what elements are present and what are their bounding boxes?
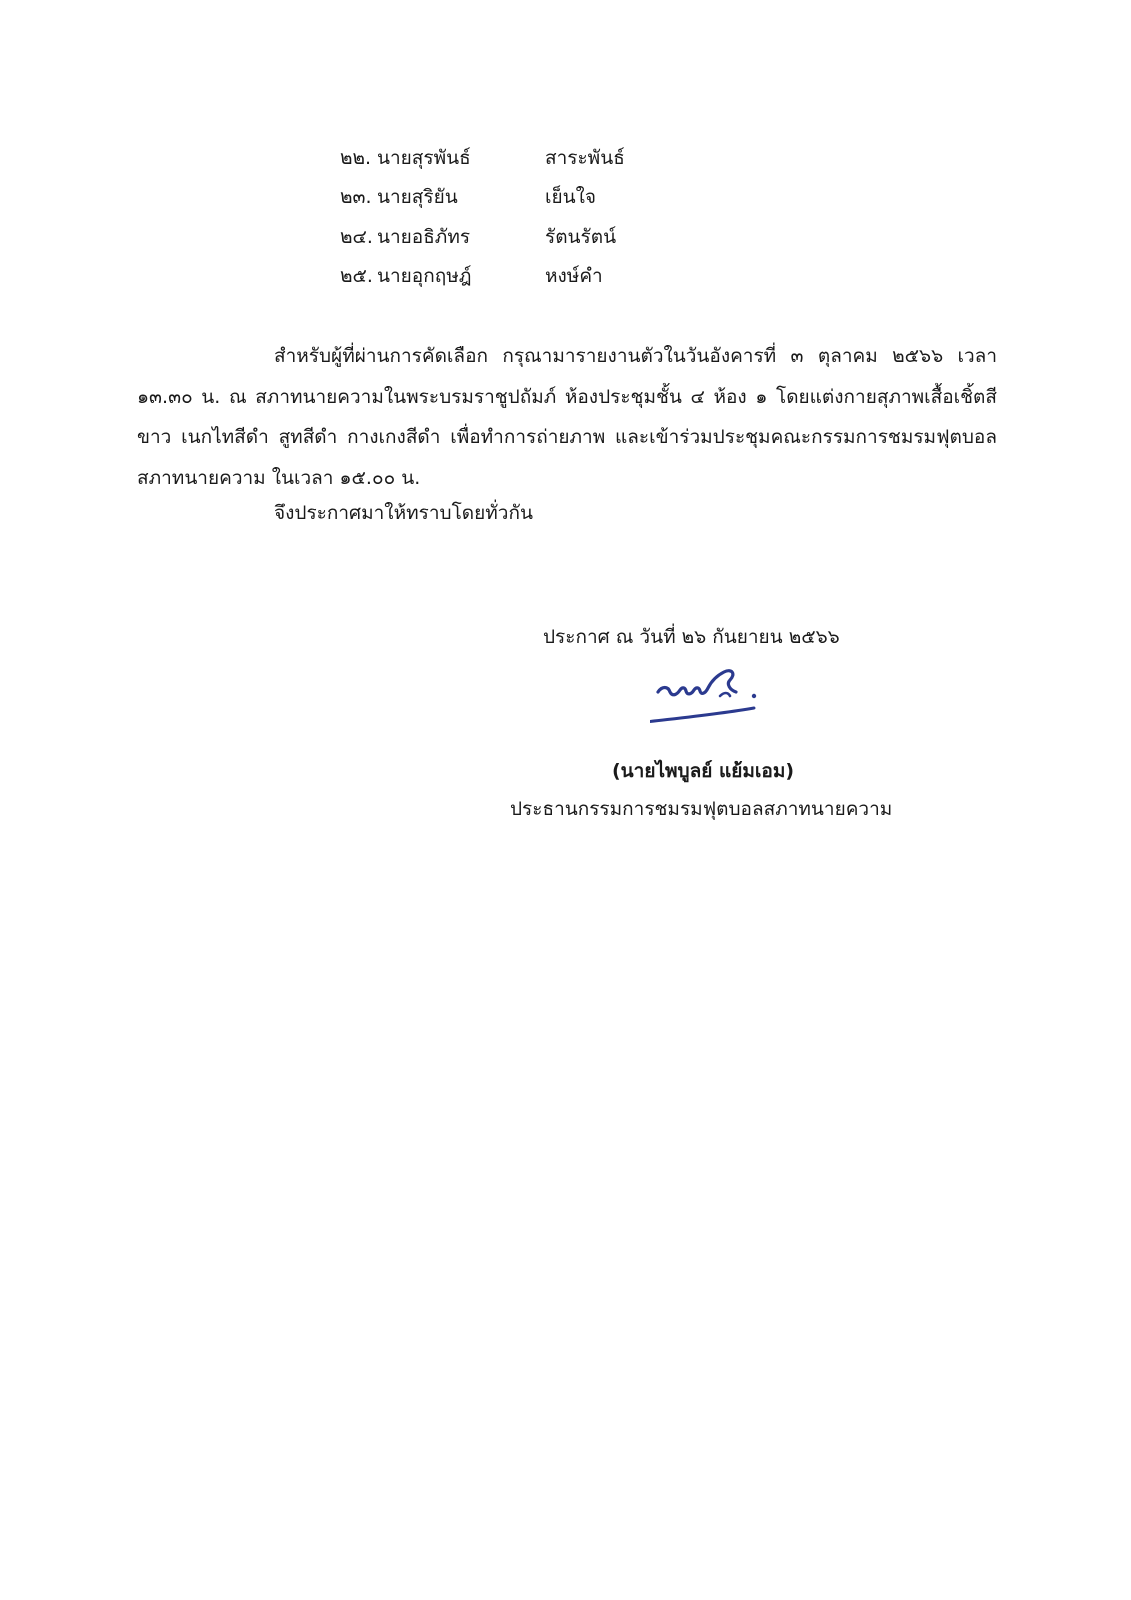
list-item-first-name: นายสุรพันธ์ [377, 146, 471, 169]
list-item [340, 217, 740, 257]
list-item [340, 138, 740, 178]
signer-name: (นายไพบูลย์ แย้มเอม) [612, 760, 795, 782]
list-item [340, 257, 740, 297]
instructions-text: สำหรับผู้ที่ผ่านการคัดเลือก กรุณามารายงานตัวในวันอังคารที่ ๓ ตุลาคม ๒๕๖๖ เวลา ๑๓.๓๐ น. ณ สภาทนายความในพระบรมราชูปถัมภ์ ห้องประชุมชั้น ๔ ห้อง ๑ โดยแต่งกายสุภาพเสื้อเชิ้ตสีขาว เนกไทสีดำ สูทสีดำ กางเกงสีดำ เพื่อทำการถ่ายภาพ และเข้าร่วมประชุมคณะกรรมการชมรมฟุตบอลสภาทนายความ ในเวลา ๑๕.๐๐ น. [137, 345, 997, 489]
list-item-last-name: เย็นใจ [545, 186, 597, 209]
list-item-last-name: สาระพันธ์ [545, 146, 625, 169]
announcement-date: ประกาศ ณ วันที่ ๒๖ กันยายน ๒๕๖๖ [543, 626, 840, 648]
closing-statement: จึงประกาศมาให้ทราบโดยทั่วกัน [274, 502, 533, 524]
list-item-first-name: นายอุกฤษฎ์ [377, 265, 472, 288]
handwritten-signature [650, 660, 780, 740]
list-item [340, 178, 740, 218]
list-item-number: ๒๓. [340, 186, 372, 209]
list-item-last-name: หงษ์คำ [545, 265, 603, 288]
list-item-number: ๒๒. [340, 146, 372, 169]
list-item-number: ๒๕. [340, 265, 373, 288]
name-list [340, 138, 740, 296]
signer-title: ประธานกรรมการชมรมฟุตบอลสภาทนายความ [510, 798, 893, 820]
list-item-first-name: นายอธิภัทร [377, 225, 471, 248]
list-item-last-name: รัตนรัตน์ [545, 225, 617, 248]
list-item-first-name: นายสุริยัน [377, 186, 458, 209]
instructions-paragraph [137, 336, 997, 498]
list-item-number: ๒๔. [340, 225, 373, 248]
